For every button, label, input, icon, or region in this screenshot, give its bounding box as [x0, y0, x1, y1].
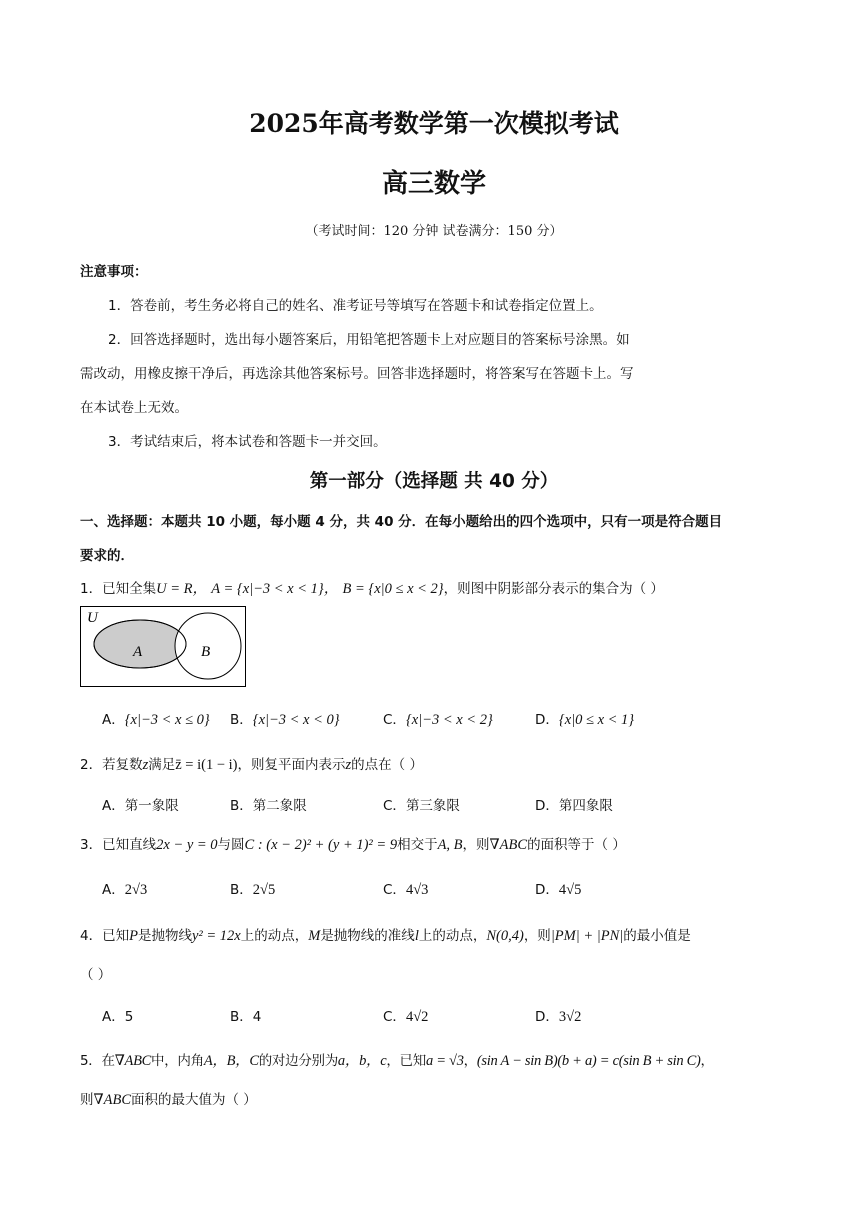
q3-triangle: ∇ABC [489, 837, 528, 853]
q1-option-b-label: B． [230, 712, 253, 728]
q4-mid4: 上的动点， [418, 928, 487, 944]
q1-option-c-label: C． [383, 712, 406, 728]
q3-option-d[interactable] [535, 878, 581, 899]
q2-option-b[interactable] [230, 794, 307, 814]
q4-option-b[interactable] [230, 1005, 261, 1025]
venn-diagram [80, 606, 246, 688]
question-1 [80, 577, 664, 598]
q4-line-2: （ ） [80, 967, 112, 983]
q2-mid2: ，则复平面内表示 [237, 757, 346, 773]
q5-triangle-2: ∇ABC [93, 1092, 132, 1108]
q4-option-a-text: 5 [124, 1009, 134, 1025]
q3-line: 2x − y = 0 [156, 837, 218, 853]
q1-option-a[interactable] [102, 708, 210, 729]
q5-equation: (sin A − sin B)(b + a) = c(sin B + sin C) [476, 1053, 701, 1069]
note-2-line-2: 需改动，用橡皮擦干净后，再选涂其他答案标号。回答非选择题时，将答案写在答题卡上。写 [80, 366, 634, 382]
exam-subtitle: 高三数学 [381, 169, 486, 199]
q4-mid3: 是抛物线的准线 [320, 928, 415, 944]
q4-prefix: 4．已知 [80, 928, 130, 944]
q1-option-c[interactable] [383, 708, 493, 729]
venn-label-u: U [87, 610, 98, 626]
venn-label-b: B [201, 644, 211, 660]
q1-option-d[interactable] [535, 708, 634, 729]
notes-heading: 注意事项： [80, 264, 148, 280]
q5-separator: ， [463, 1053, 477, 1069]
q1-set-a: A = {x|−3 < x < 1}， [211, 581, 339, 597]
q1-universal-set: U = R， [156, 581, 207, 597]
q4-expression: |PM| + |PN| [550, 928, 624, 944]
q5-line2-suffix: 面积的最大值为（ ） [131, 1092, 257, 1108]
q2-option-c-text: 第三象限 [405, 798, 460, 814]
q1-option-d-text: {x|0 ≤ x < 1} [558, 712, 635, 728]
q1-option-a-label: A． [102, 712, 125, 728]
question-5 [80, 1049, 714, 1070]
note-3: 3．考试结束后，将本试卷和答题卡一并交回。 [108, 434, 387, 450]
q3-mid2: 相交于 [397, 837, 438, 853]
q5-triangle: ∇ABC [114, 1053, 152, 1069]
q1-suffix: ，则图中阴影部分表示的集合为（ ） [443, 581, 664, 597]
q4-m: M [308, 928, 321, 944]
q5-angles: A，B，C [203, 1053, 259, 1069]
q2-suffix: 的点在（ ） [351, 757, 423, 773]
q3-option-a-label: A． [102, 882, 125, 898]
q4-option-a[interactable] [102, 1005, 133, 1025]
q2-prefix: 2．若复数 [80, 757, 143, 773]
q4-p: P [129, 928, 138, 944]
section-intro-line-1: 一、选择题：本题共 10 小题，每小题 4 分，共 40 分．在每小题给出的四个选项中，只有一项是符合题目 [80, 514, 723, 530]
q3-option-c-text: 4√3 [405, 882, 429, 898]
q4-option-b-text: 4 [252, 1009, 262, 1025]
q3-mid3: ，则 [462, 837, 490, 853]
q2-option-b-label: B． [230, 798, 253, 814]
q2-option-a[interactable] [102, 794, 179, 814]
q3-option-a-text: 2√3 [124, 882, 148, 898]
q5-end: ， [700, 1053, 714, 1069]
q4-option-d[interactable] [535, 1005, 581, 1026]
q5-line2-prefix: 则 [80, 1092, 94, 1108]
q2-option-d-label: D． [535, 798, 559, 814]
q5-mid2: 的对边分别为 [258, 1053, 338, 1069]
q3-points: A, B [437, 837, 463, 853]
q3-option-a[interactable] [102, 878, 147, 899]
note-2-line-3: 在本试卷上无效。 [80, 400, 188, 416]
q5-a-value: a = √3 [425, 1053, 464, 1069]
q3-option-b-label: B． [230, 882, 253, 898]
q4-option-d-text: 3√2 [558, 1009, 582, 1025]
q1-option-b-text: {x|−3 < x < 0} [252, 712, 340, 728]
q2-option-a-text: 第一象限 [124, 798, 179, 814]
q4-l: l [414, 928, 419, 944]
q3-circle: C : (x − 2)² + (y + 1)² = 9 [244, 837, 398, 853]
section-intro-line-2: 要求的． [80, 548, 134, 564]
q4-option-c-text: 4√2 [405, 1009, 429, 1025]
question-3 [80, 833, 626, 854]
q2-mid: 满足 [148, 757, 176, 773]
q1-set-b: B = {x|0 ≤ x < 2} [342, 581, 444, 597]
q5-mid: 中，内角 [151, 1053, 204, 1069]
q2-option-d-text: 第四象限 [558, 798, 613, 814]
q3-option-c[interactable] [383, 878, 428, 899]
q5-sides: a，b，c [337, 1053, 387, 1069]
q4-option-c[interactable] [383, 1005, 428, 1026]
q4-option-b-label: B． [230, 1009, 253, 1025]
q3-suffix: 的面积等于（ ） [527, 837, 626, 853]
section-title: 第一部分（选择题 共 40 分） [309, 471, 559, 492]
q1-prefix: 1．已知全集 [80, 581, 157, 597]
q4-mid5: ，则 [523, 928, 551, 944]
venn-label-a: A [133, 644, 143, 660]
q4-mid: 是抛物线 [137, 928, 192, 944]
q3-option-b-text: 2√5 [252, 882, 276, 898]
note-2-line-1: 2．回答选择题时，选出每小题答案后，用铅笔把答题卡上对应题目的答案标号涂黑。如 [108, 332, 630, 348]
question-2 [80, 753, 423, 774]
question-4 [80, 924, 691, 945]
q3-option-c-label: C． [383, 882, 406, 898]
q4-option-a-label: A． [102, 1009, 125, 1025]
q3-option-b[interactable] [230, 878, 275, 899]
q3-prefix: 3．已知直线 [80, 837, 157, 853]
q3-option-d-label: D． [535, 882, 559, 898]
q3-option-d-text: 4√5 [558, 882, 582, 898]
q3-mid: 与圆 [217, 837, 245, 853]
q4-suffix: 的最小值是 [623, 928, 691, 944]
q5-prefix: 5．在 [80, 1053, 115, 1069]
q2-z: z [142, 757, 149, 773]
q4-n: N(0,4) [486, 928, 524, 944]
exam-info: （考试时间：120 分钟 试卷满分：150 分） [305, 224, 563, 239]
q4-parabola: y² = 12x [191, 928, 241, 944]
q2-option-b-text: 第二象限 [252, 798, 307, 814]
q5-line-2 [80, 1088, 257, 1109]
exam-title: 2025年高考数学第一次模拟考试 [249, 109, 619, 138]
note-1: 1．答卷前，考生务必将自己的姓名、准考证号等填写在答题卡和试卷指定位置上。 [108, 298, 603, 314]
q2-option-a-label: A． [102, 798, 125, 814]
q2-z2: z [345, 757, 352, 773]
q2-option-d[interactable] [535, 794, 613, 814]
q5-mid3: ，已知 [386, 1053, 426, 1069]
q4-mid2: 上的动点， [240, 928, 309, 944]
q2-option-c[interactable] [383, 794, 460, 814]
q2-equation: z̄ = i(1 − i) [175, 757, 238, 773]
q1-option-b[interactable] [230, 708, 340, 729]
q1-option-a-text: {x|−3 < x ≤ 0} [124, 712, 210, 728]
q2-option-c-label: C． [383, 798, 406, 814]
q1-option-d-label: D． [535, 712, 559, 728]
q4-option-d-label: D． [535, 1009, 559, 1025]
q1-option-c-text: {x|−3 < x < 2} [405, 712, 493, 728]
q4-option-c-label: C． [383, 1009, 406, 1025]
